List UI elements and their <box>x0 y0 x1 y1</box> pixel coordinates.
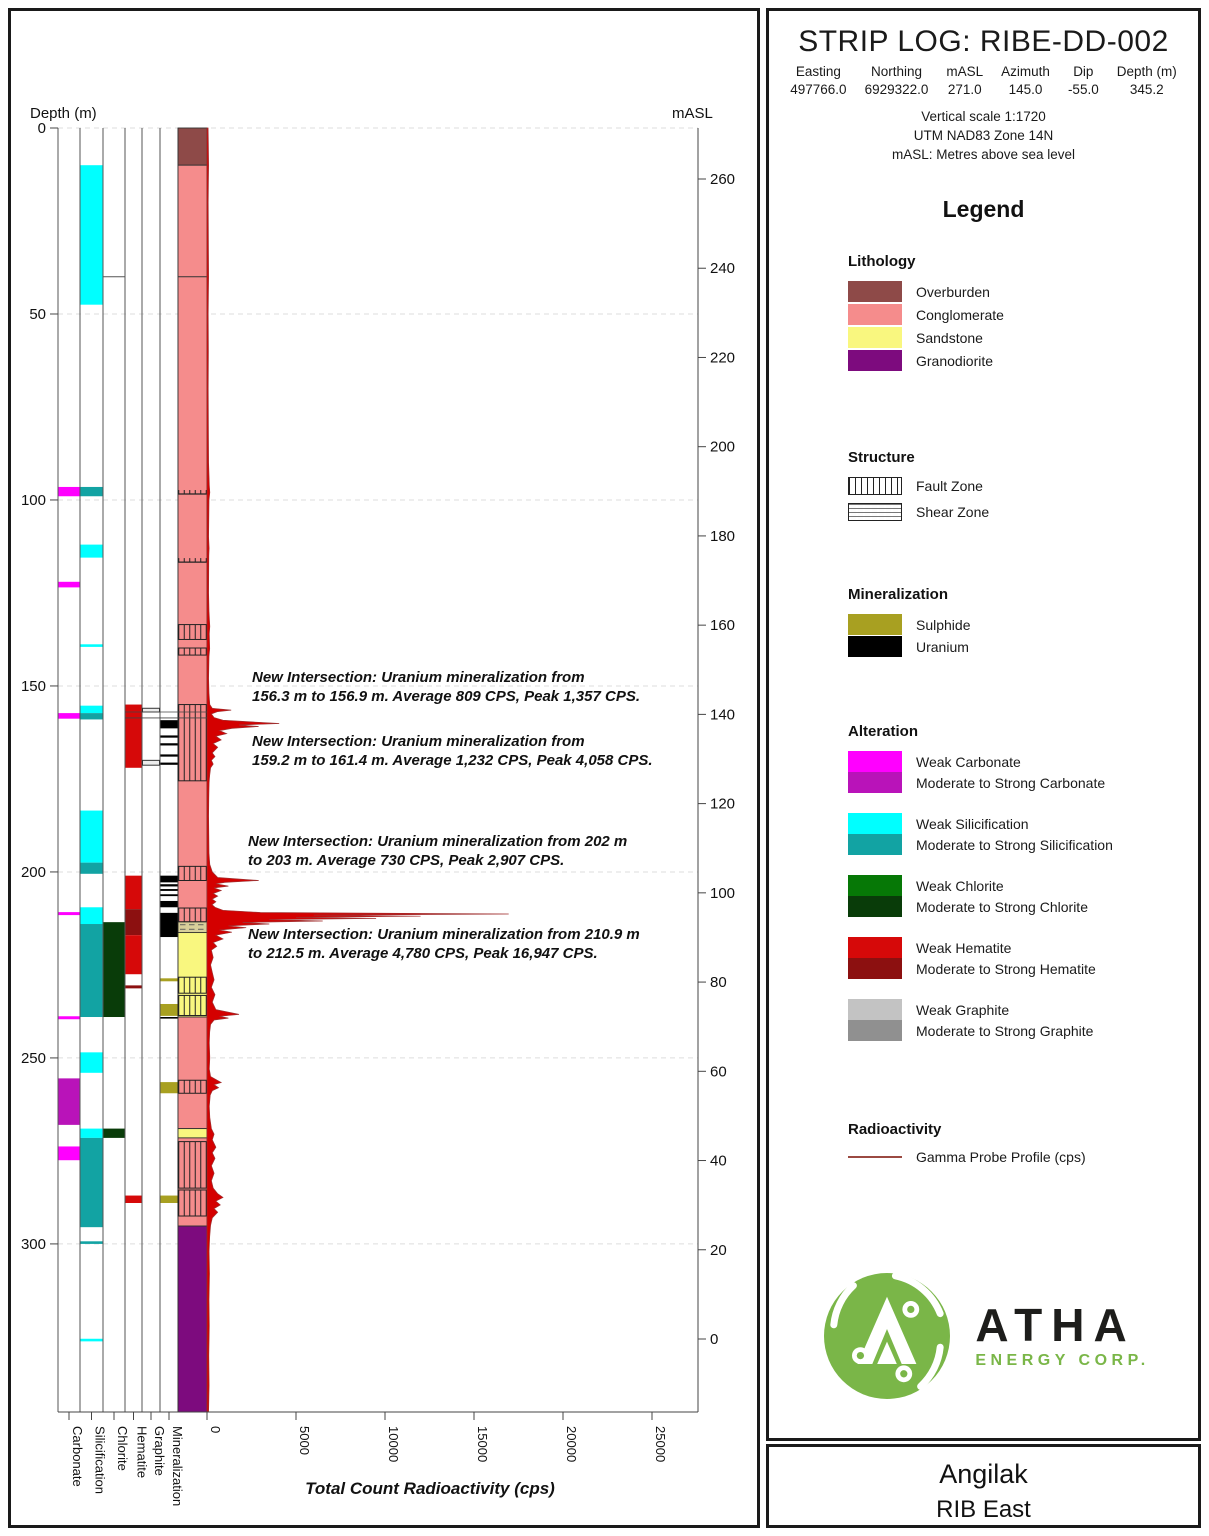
silicification-interval-weak <box>81 811 103 863</box>
alteration-strong-swatch <box>848 834 902 855</box>
legend-section-radioactivity <box>848 1121 1188 1165</box>
metadata-field <box>865 63 929 99</box>
field-label: Easting <box>795 64 841 79</box>
field-label: mASL <box>946 64 984 79</box>
legend-item-label: Weak Silicification <box>916 815 1029 832</box>
carbonate-interval-weak <box>59 1146 80 1160</box>
masl-tick-label: 100 <box>710 884 736 902</box>
silicification-interval-strong <box>81 863 103 874</box>
masl-tick-label: 20 <box>710 1241 727 1259</box>
metadata-field <box>1001 63 1050 99</box>
x-axis-title: Total Count Radioactivity (cps) <box>305 1479 555 1498</box>
title-block <box>766 1444 1201 1528</box>
hematite-interval-weak <box>126 876 142 909</box>
logo-name: ATHA <box>975 1299 1136 1351</box>
column-label: Carbonate <box>70 1426 85 1487</box>
cps-tick-label: 10000 <box>386 1426 401 1463</box>
legend-section-alteration <box>848 723 1188 1061</box>
silicification-interval-strong <box>81 713 103 719</box>
legend-item-alteration-strong <box>848 772 1188 793</box>
legend-item-alteration-weak <box>848 999 1188 1020</box>
legend-item-alteration-weak <box>848 875 1188 896</box>
silicification-interval-weak <box>81 644 103 647</box>
alteration-pair <box>848 875 1188 917</box>
alteration-strong-swatch <box>848 1020 902 1041</box>
hematite-interval-weak <box>126 1196 142 1203</box>
chlorite-interval-strong <box>104 922 125 1017</box>
atha-logo-icon <box>817 1266 957 1406</box>
legend-item-alteration-weak <box>848 937 1188 958</box>
fault-zone <box>178 995 207 1015</box>
legend-heading: Mineralization <box>848 586 949 603</box>
carbonate-interval-weak <box>59 487 80 496</box>
masl-tick-label: 120 <box>710 795 736 813</box>
fault-zone <box>178 908 207 922</box>
intersection-annotation: to 203 m. Average 730 CPS, Peak 2,907 CPS. <box>248 852 565 869</box>
hematite-interval-strong <box>126 909 142 935</box>
carbonate-interval-weak <box>59 1016 80 1019</box>
gamma-profile <box>207 128 509 1412</box>
mineralization-interval-sulphide <box>161 1196 178 1203</box>
silicification-interval-weak <box>81 1052 103 1072</box>
lith-interval-granodiorite <box>178 1226 207 1412</box>
field-value: 497766.0 <box>790 82 847 97</box>
legend-item-shear-zone <box>848 503 1188 521</box>
alteration-weak-swatch <box>848 999 902 1020</box>
cps-tick-label: 5000 <box>297 1426 312 1455</box>
masl-tick-label: 80 <box>710 974 727 992</box>
legend-item-gamma: Gamma Probe Profile (cps) <box>848 1149 1188 1165</box>
legend-section-mineralization <box>848 586 1188 658</box>
fault-zone-swatch <box>848 477 902 495</box>
alteration-weak-swatch <box>848 751 902 772</box>
legend-item-label: Moderate to Strong Carbonate <box>916 774 1106 791</box>
alteration-columns <box>59 165 160 1341</box>
alteration-strong-swatch <box>848 772 902 793</box>
depth-tick-label: 50 <box>29 305 46 323</box>
mineral-swatch <box>848 614 902 635</box>
silicification-interval-strong <box>81 924 103 1017</box>
depth-tick-label: 200 <box>20 863 46 881</box>
legend-heading: Alteration <box>848 723 919 740</box>
intersection-annotation: New Intersection: Uranium mineralization from <box>252 669 585 686</box>
company-logo <box>769 1266 1198 1406</box>
field-value: 145.0 <box>1008 82 1043 97</box>
legend-item-label: Moderate to Strong Silicification <box>916 836 1113 853</box>
silicification-interval-weak <box>81 1129 103 1138</box>
intersection-annotation: 159.2 m to 161.4 m. Average 1,232 CPS, Peak 4,058 CPS. <box>252 752 653 769</box>
strip-log-chart <box>11 11 757 1525</box>
legend-item-alteration-strong <box>848 1020 1188 1041</box>
legend-item-label: Conglomerate <box>916 306 1004 323</box>
legend-item-alteration-strong <box>848 834 1188 855</box>
fault-zone <box>178 866 207 880</box>
masl-axis-label: mASL <box>672 105 713 122</box>
legend-item-mineral <box>848 614 1188 635</box>
carbonate-interval-weak <box>59 713 80 719</box>
mineralization-interval-uranium <box>161 763 178 765</box>
legend-item-label: Weak Hematite <box>916 939 1012 956</box>
lithology-swatch <box>848 304 902 325</box>
intersection-annotation: New Intersection: Uranium mineralization from <box>252 733 585 750</box>
page-title: STRIP LOG: RIBE-DD-002 <box>798 25 1169 58</box>
column-label: Graphite <box>152 1426 167 1476</box>
legend-item-mineral <box>848 636 1188 657</box>
intersection-annotation: to 212.5 m. Average 4,780 CPS, Peak 16,947 CPS. <box>248 945 598 962</box>
masl-tick-label: 0 <box>710 1330 719 1348</box>
mineralization-interval-uranium <box>161 901 178 907</box>
legend-item-label: Sandstone <box>916 329 983 346</box>
mineralization-interval-uranium <box>161 876 178 883</box>
mineralization-interval-uranium <box>161 894 178 896</box>
field-label: Depth (m) <box>1116 64 1177 79</box>
column-label: Silicification <box>92 1426 108 1494</box>
column-label: Mineralization <box>170 1426 185 1507</box>
masl-tick-label: 240 <box>710 260 736 278</box>
silicification-interval-weak <box>81 1339 103 1342</box>
gamma-line-swatch <box>848 1156 902 1158</box>
chlorite-interval-strong <box>104 1129 125 1138</box>
cps-tick-label: 0 <box>208 1426 223 1434</box>
scale-notes <box>769 107 1198 164</box>
project-name: Angilak <box>939 1459 1028 1489</box>
fault-zone <box>178 648 207 655</box>
field-value: -55.0 <box>1067 82 1099 97</box>
alteration-strong-swatch <box>848 958 902 979</box>
lith-interval-sandstone <box>178 1129 207 1138</box>
fault-zone <box>178 1142 207 1188</box>
graphite-interval-weak <box>143 708 160 712</box>
mineralization-interval-sulphide <box>161 1082 178 1093</box>
masl-tick-label: 40 <box>710 1152 727 1170</box>
depth-tick-label: 300 <box>20 1235 46 1253</box>
legend-heading: Lithology <box>848 253 916 270</box>
legend-item-label: Shear Zone <box>916 504 990 520</box>
cps-tick-label: 15000 <box>475 1426 490 1463</box>
legend-heading: Structure <box>848 449 915 466</box>
depth-tick-label: 100 <box>20 491 46 509</box>
hole-metadata <box>769 63 1198 99</box>
column-label: Chlorite <box>115 1426 130 1471</box>
alteration-pair <box>848 937 1188 979</box>
legend-item-label: Weak Carbonate <box>916 753 1021 770</box>
fault-zone <box>178 977 207 993</box>
mineralization-interval-uranium <box>161 743 178 745</box>
carbonate-interval-weak <box>59 912 80 915</box>
lithology-swatch <box>848 327 902 348</box>
mineralization-interval-uranium <box>161 735 178 737</box>
strip-log-panel <box>8 8 760 1528</box>
legend-section-lithology <box>848 253 1188 373</box>
legend-item-label: Overburden <box>916 283 990 300</box>
scale-note: Vertical scale 1:1720 <box>921 109 1046 124</box>
depth-axis-label: Depth (m) <box>30 105 97 122</box>
masl-tick-label: 160 <box>710 617 736 635</box>
field-value: 6929322.0 <box>864 82 929 97</box>
masl-tick-label: 260 <box>710 171 736 188</box>
field-value: 345.2 <box>1129 82 1164 97</box>
lith-interval-overburden <box>178 128 207 165</box>
legend-heading: Radioactivity <box>848 1121 942 1138</box>
masl-tick-label: 200 <box>710 438 736 456</box>
mineralization-interval-sulphide <box>161 978 178 981</box>
column-borders <box>58 128 178 1412</box>
field-label: Dip <box>1073 64 1094 79</box>
depth-tick-label: 0 <box>37 120 46 137</box>
shear-zone-swatch <box>848 503 902 521</box>
mineralization-interval-sulphide <box>161 1004 178 1016</box>
lith-interval-conglomerate <box>178 1017 207 1129</box>
silicification-interval-weak <box>81 165 103 304</box>
legend-item-alteration-weak <box>848 813 1188 834</box>
hematite-interval-strong <box>126 985 142 988</box>
fault-zone <box>178 625 207 640</box>
legend-item-label: Sulphide <box>916 616 971 633</box>
metadata-field <box>1117 63 1177 99</box>
area-name: RIB East <box>936 1496 1031 1523</box>
masl-tick-label: 220 <box>710 349 736 367</box>
legend-item-label: Uranium <box>916 638 969 655</box>
info-panel <box>766 8 1201 1441</box>
fault-zone <box>178 705 207 781</box>
intersection-annotation: 156.3 m to 156.9 m. Average 809 CPS, Peak 1,357 CPS. <box>252 688 641 705</box>
legend-item-alteration-strong <box>848 958 1188 979</box>
shear-zone-pattern <box>178 922 207 933</box>
metadata-field <box>790 63 846 99</box>
legend-item-lithology <box>848 327 1188 348</box>
alteration-pair <box>848 751 1188 793</box>
logo-subtitle: ENERGY CORP. <box>975 1352 1150 1369</box>
alteration-pair <box>848 999 1188 1041</box>
lithology-swatch <box>848 350 902 371</box>
masl-tick-label: 180 <box>710 527 736 545</box>
alteration-pair <box>848 813 1188 855</box>
mineralization-interval-uranium <box>161 913 178 937</box>
mineralization-interval-uranium <box>161 884 178 886</box>
legend-item-fault-zone <box>848 477 1188 495</box>
alteration-weak-swatch <box>848 813 902 834</box>
alteration-strong-swatch <box>848 896 902 917</box>
legend-item-label: Moderate to Strong Graphite <box>916 1022 1094 1039</box>
legend-item-lithology <box>848 350 1188 371</box>
graphite-interval-weak <box>143 760 160 765</box>
scale-note: mASL: Metres above sea level <box>891 147 1076 162</box>
mineralization-interval-uranium <box>161 720 178 728</box>
legend-item-label: Moderate to Strong Hematite <box>916 960 1096 977</box>
hematite-interval-weak <box>126 705 142 768</box>
fault-zone <box>178 1190 207 1216</box>
metadata-field <box>1068 63 1099 99</box>
field-value: 271.0 <box>947 82 982 97</box>
fault-zone <box>178 1080 207 1093</box>
alteration-weak-swatch <box>848 875 902 896</box>
mineralization-interval-uranium <box>161 889 178 891</box>
legend-section-structure <box>848 449 1188 529</box>
legend-item-lithology <box>848 304 1188 325</box>
depth-tick-label: 250 <box>20 1049 46 1067</box>
intersection-annotation: New Intersection: Uranium mineralization from 202 m <box>248 833 628 850</box>
scale-note: UTM NAD83 Zone 14N <box>913 128 1054 143</box>
lithology-swatch <box>848 281 902 302</box>
legend-item-label: Granodiorite <box>916 352 994 369</box>
legend-item-label: Fault Zone <box>916 478 983 494</box>
axes <box>21 105 735 1506</box>
alteration-weak-swatch <box>848 937 902 958</box>
carbonate-interval-strong <box>59 1078 80 1124</box>
field-label: Northing <box>870 64 922 79</box>
silicification-interval-strong <box>81 487 103 496</box>
legend-item-alteration-weak <box>848 751 1188 772</box>
silicification-interval-strong <box>81 1138 103 1227</box>
cps-tick-label: 25000 <box>653 1426 668 1463</box>
intersection-annotation: New Intersection: Uranium mineralization from 210.9 m <box>248 926 640 943</box>
metadata-field <box>946 63 983 99</box>
silicification-interval-weak <box>81 907 103 924</box>
lith-interval-conglomerate <box>178 165 207 932</box>
silicification-interval-weak <box>81 706 103 713</box>
legend-item-alteration-strong <box>848 896 1188 917</box>
legend-title: Legend <box>942 196 1025 222</box>
hematite-interval-weak <box>126 935 142 974</box>
mineralization-interval-uranium <box>161 754 178 756</box>
mineral-swatch <box>848 636 902 657</box>
legend-item-label: Weak Chlorite <box>916 877 1004 894</box>
depth-tick-label: 150 <box>20 677 46 695</box>
masl-tick-label: 60 <box>710 1063 727 1081</box>
cps-tick-label: 20000 <box>564 1426 579 1463</box>
silicification-interval-weak <box>81 545 103 558</box>
carbonate-interval-weak <box>59 582 80 588</box>
silicification-interval-strong <box>81 1241 103 1244</box>
legend-item-label: Moderate to Strong Chlorite <box>916 898 1088 915</box>
legend-item-lithology <box>848 281 1188 302</box>
legend-item-label: Weak Graphite <box>916 1001 1010 1018</box>
column-label: Hematite <box>134 1426 150 1479</box>
field-label: Azimuth <box>1001 64 1050 79</box>
mineralization-interval-uranium <box>161 1017 178 1019</box>
masl-tick-label: 140 <box>710 706 736 724</box>
